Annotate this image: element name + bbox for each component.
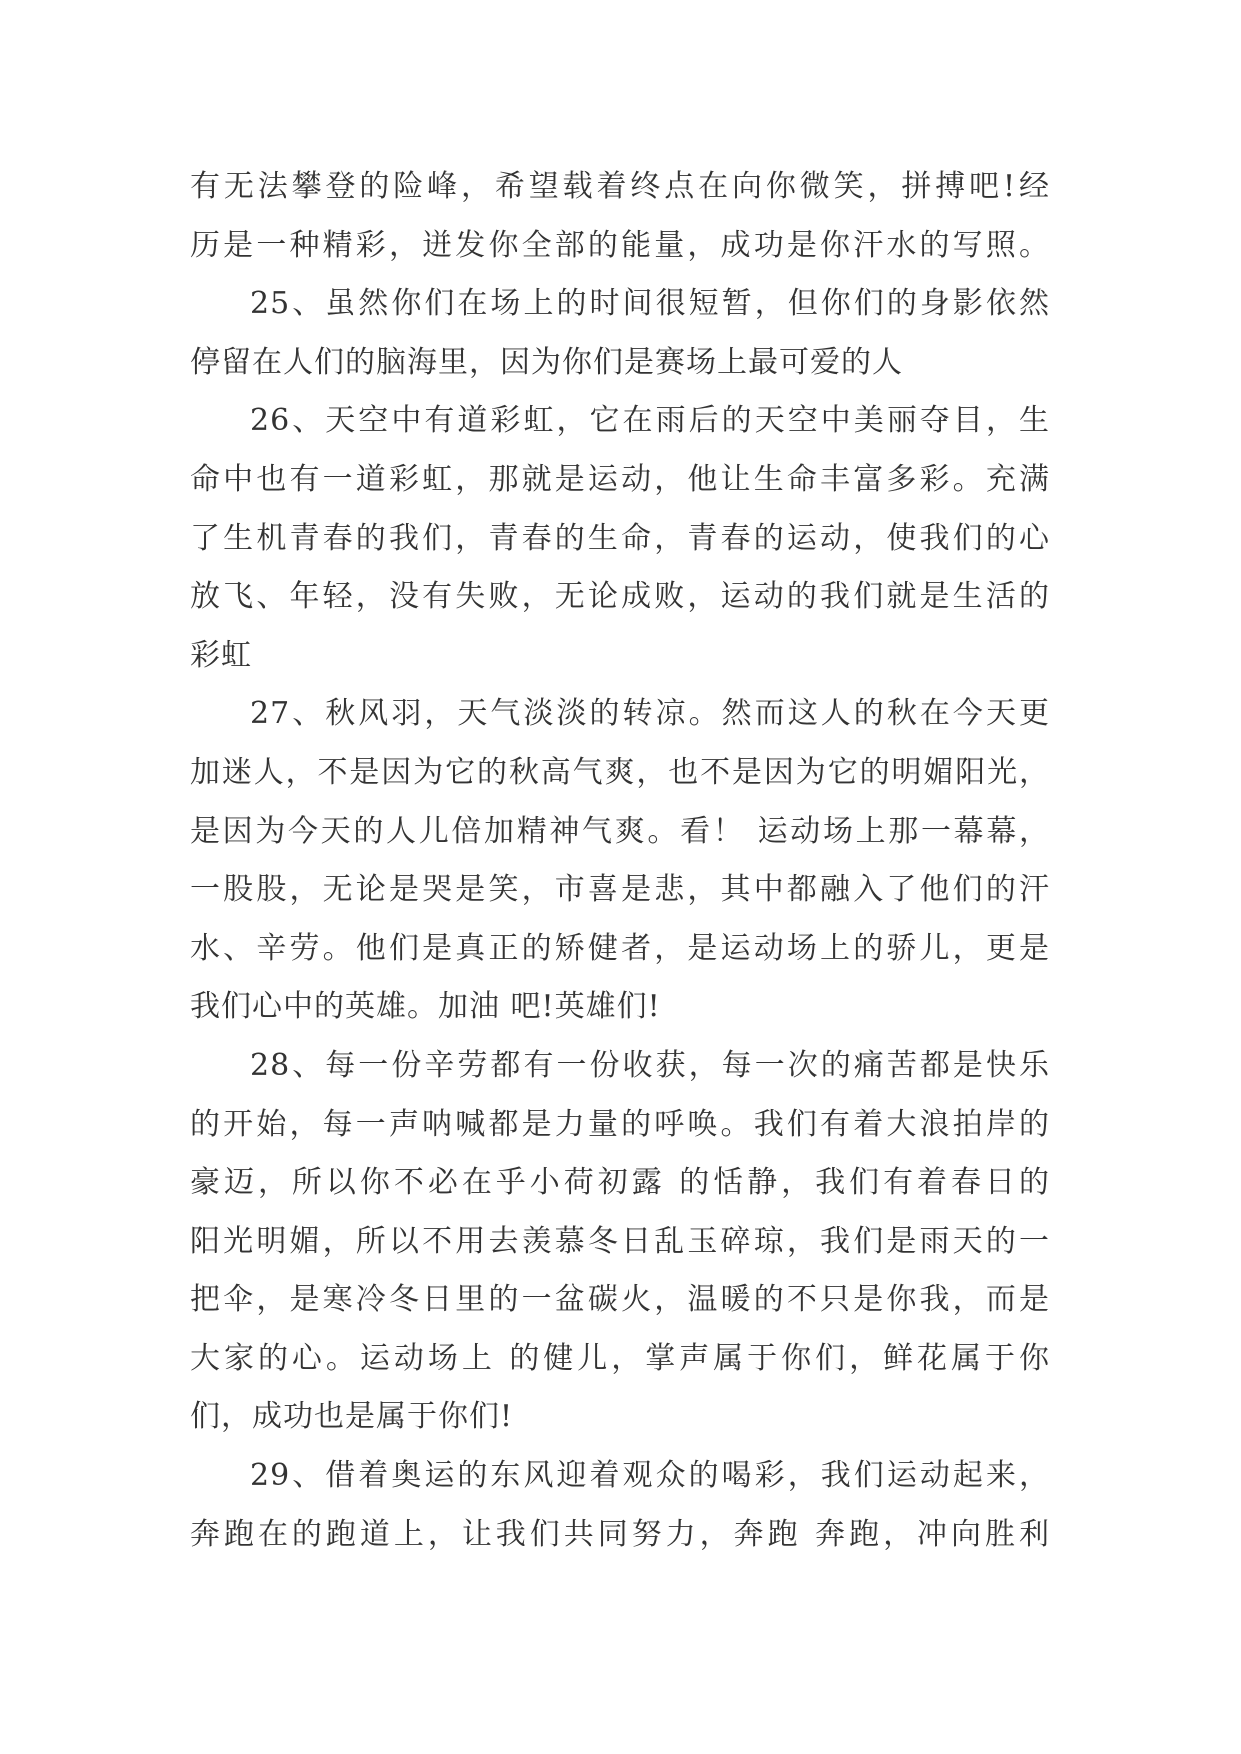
text-line: 一股股，无论是哭是笑，市喜是悲，其中都融入了他们的汗 bbox=[190, 872, 1050, 908]
text-line: 奔跑在的跑道上，让我们共同努力，奔跑 奔跑，冲向胜利 bbox=[190, 1516, 1050, 1552]
text-line: 了生机青春的我们，青春的生命，青春的运动，使我们的心 bbox=[190, 520, 1050, 556]
paragraph-29-first-line: 29、借着奥运的东风迎着观众的喝彩，我们运动起来， bbox=[250, 1458, 1050, 1494]
paragraph-28-first-line: 28、每一份辛劳都有一份收获，每一次的痛苦都是快乐 bbox=[250, 1047, 1050, 1083]
text-line: 放飞、年轻，没有失败，无论成败，运动的我们就是生活的 bbox=[190, 579, 1050, 615]
text-line: 阳光明媚，所以不用去羡慕冬日乱玉碎琼，我们是雨天的一 bbox=[190, 1223, 1050, 1259]
text-line: 有无法攀登的险峰，希望载着终点在向你微笑，拼搏吧!经 bbox=[190, 169, 1050, 204]
text-line: 加迷人，不是因为它的秋高气爽，也不是因为它的明媚阳光， bbox=[190, 754, 1050, 790]
text-line: 水、辛劳。他们是真正的矫健者，是运动场上的骄儿，更是 bbox=[190, 930, 1050, 966]
text-line: 们，成功也是属于你们! bbox=[190, 1399, 514, 1435]
text-line: 彩虹 bbox=[190, 637, 252, 673]
document-body bbox=[190, 158, 1050, 1564]
text-line: 大家的心。运动场上 的健儿，掌声属于你们，鲜花属于你 bbox=[190, 1340, 1050, 1376]
text-line: 我们心中的英雄。加油 吧!英雄们! bbox=[190, 989, 661, 1025]
paragraph-25-first-line: 25、虽然你们在场上的时间很短暂，但你们的身影依然 bbox=[250, 286, 1050, 322]
text-line: 把伞，是寒冷冬日里的一盆碳火，温暖的不只是你我，而是 bbox=[190, 1282, 1050, 1318]
text-line: 是因为今天的人儿倍加精神气爽。看！ 运动场上那一幕幕， bbox=[190, 813, 1050, 849]
text-line: 豪迈，所以你不必在乎小荷初露 的恬静，我们有着春日的 bbox=[190, 1165, 1050, 1201]
paragraph-27-first-line: 27、秋风羽，天气淡淡的转凉。然而这人的秋在今天更 bbox=[250, 696, 1050, 732]
text-line: 历是一种精彩，迸发你全部的能量，成功是你汗水的写照。 bbox=[190, 227, 1050, 263]
text-line: 命中也有一道彩虹，那就是运动，他让生命丰富多彩。充满 bbox=[190, 461, 1050, 497]
paragraph-26-first-line: 26、天空中有道彩虹，它在雨后的天空中美丽夺目，生 bbox=[250, 403, 1050, 439]
text-line: 的开始，每一声呐喊都是力量的呼唤。我们有着大浪拍岸的 bbox=[190, 1106, 1050, 1142]
text-line: 停留在人们的脑海里，因为你们是赛场上最可爱的人 bbox=[190, 344, 903, 380]
